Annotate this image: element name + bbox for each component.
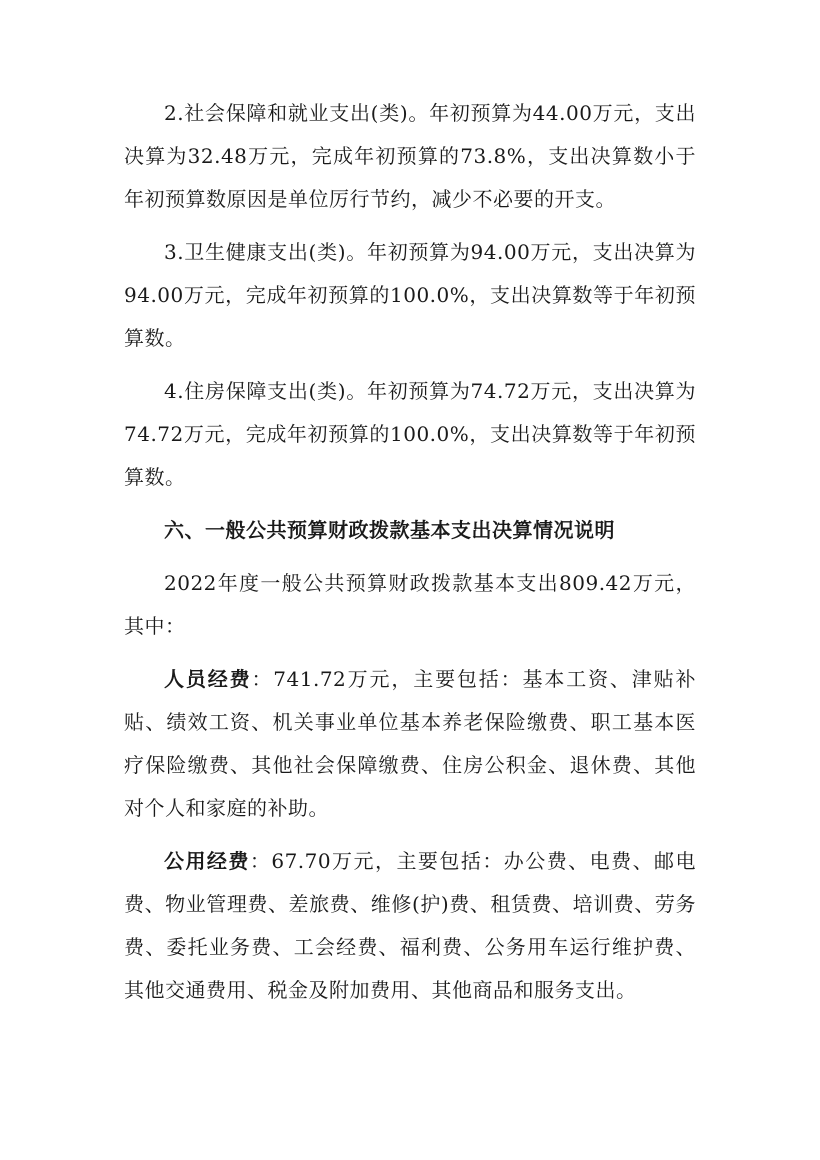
paragraph-personnel-expenses <box>124 658 696 830</box>
paragraph-social-security: 2.社会保障和就业支出(类)。年初预算为44.00万元，支出决算为32.48万元，完成年初预算的73.8%，支出决算数小于年初预算数原因是单位厉行节约，减少不必要的开支。 <box>124 101 696 211</box>
paragraph-basic-expenditure-intro: 2022年度一般公共预算财政拨款基本支出809.42万元，其中： <box>124 571 696 638</box>
personnel-expenses-text: ：741.72万元，主要包括：基本工资、津贴补贴、绩效工资、机关事业单位基本养老保险缴费、职工基本医疗保险缴费、其他社会保障缴费、住房公积金、退休费、其他对个人和家庭的补助。 <box>124 667 697 820</box>
personnel-expenses-label: 人员经费 <box>164 667 252 691</box>
paragraph-housing: 4.住房保障支出(类)。年初预算为74.72万元，支出决算为74.72万元，完成年初预算的100.0%，支出决算数等于年初预算数。 <box>124 379 696 489</box>
section-heading: 六、一般公共预算财政拨款基本支出决算情况说明 <box>164 518 615 542</box>
public-expenses-label: 公用经费 <box>164 849 250 873</box>
public-expenses-text: ：67.70万元，主要包括：办公费、电费、邮电费、物业管理费、差旅费、维修(护)费、租赁费、培训费、劳务费、委托业务费、工会经费、福利费、公务用车运行维护费、其他交通费用、税金及附加费用、其他商品和服务支出。 <box>124 849 697 1002</box>
paragraph-public-expenses <box>124 840 696 1012</box>
paragraph-health: 3.卫生健康支出(类)。年初预算为94.00万元，支出决算为94.00万元，完成年初预算的100.0%，支出决算数等于年初预算数。 <box>124 240 696 350</box>
